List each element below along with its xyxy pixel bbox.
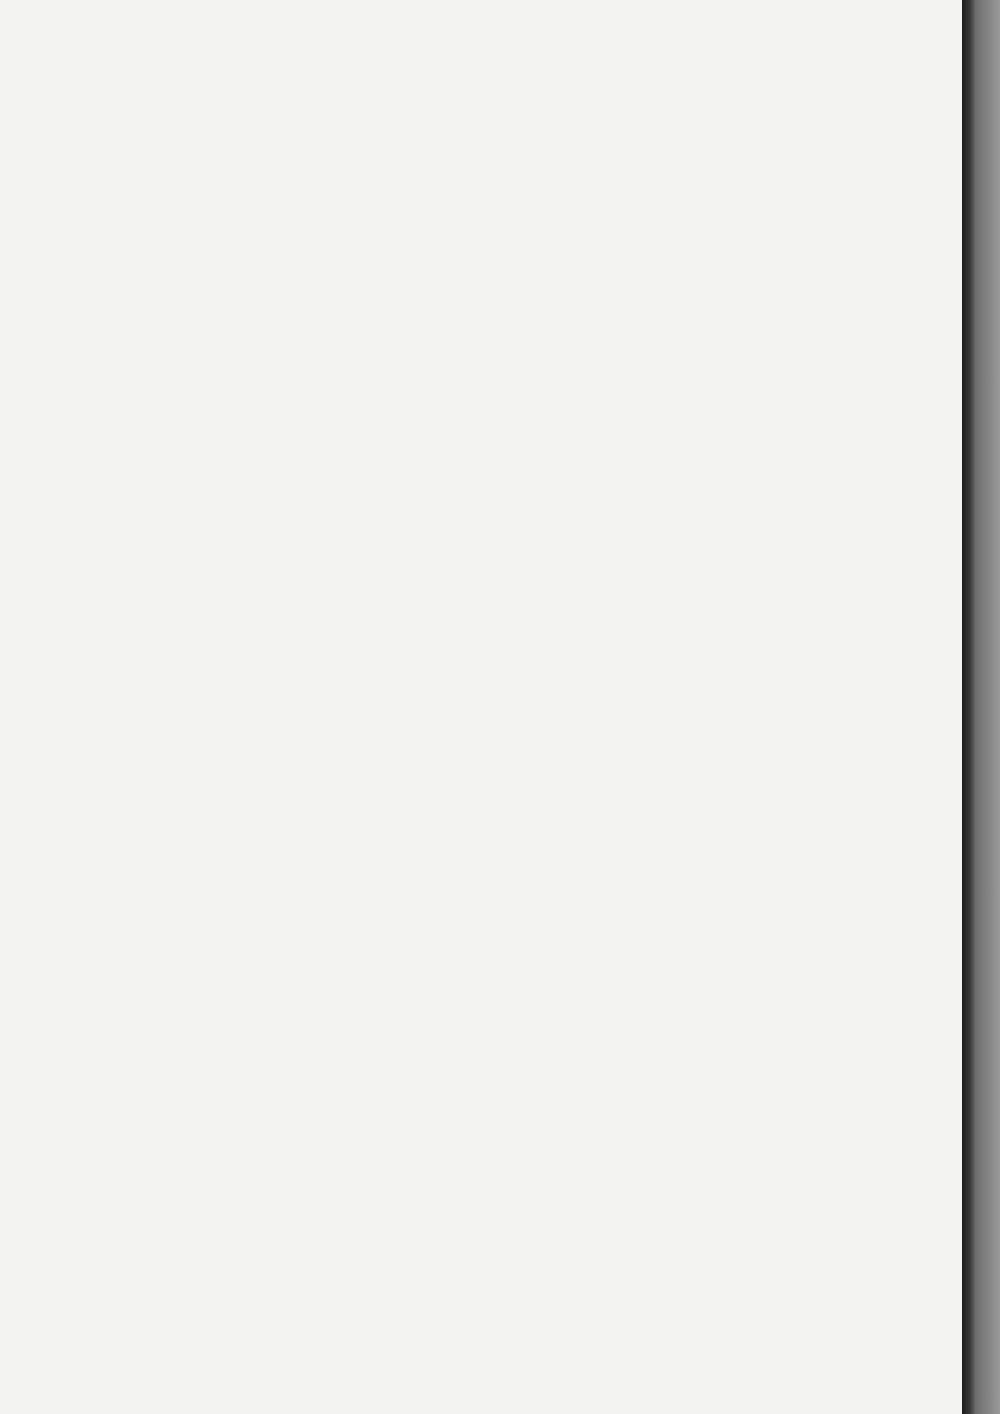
page-header: [165, 18, 925, 48]
page-edge-shadow: [962, 0, 1000, 1414]
